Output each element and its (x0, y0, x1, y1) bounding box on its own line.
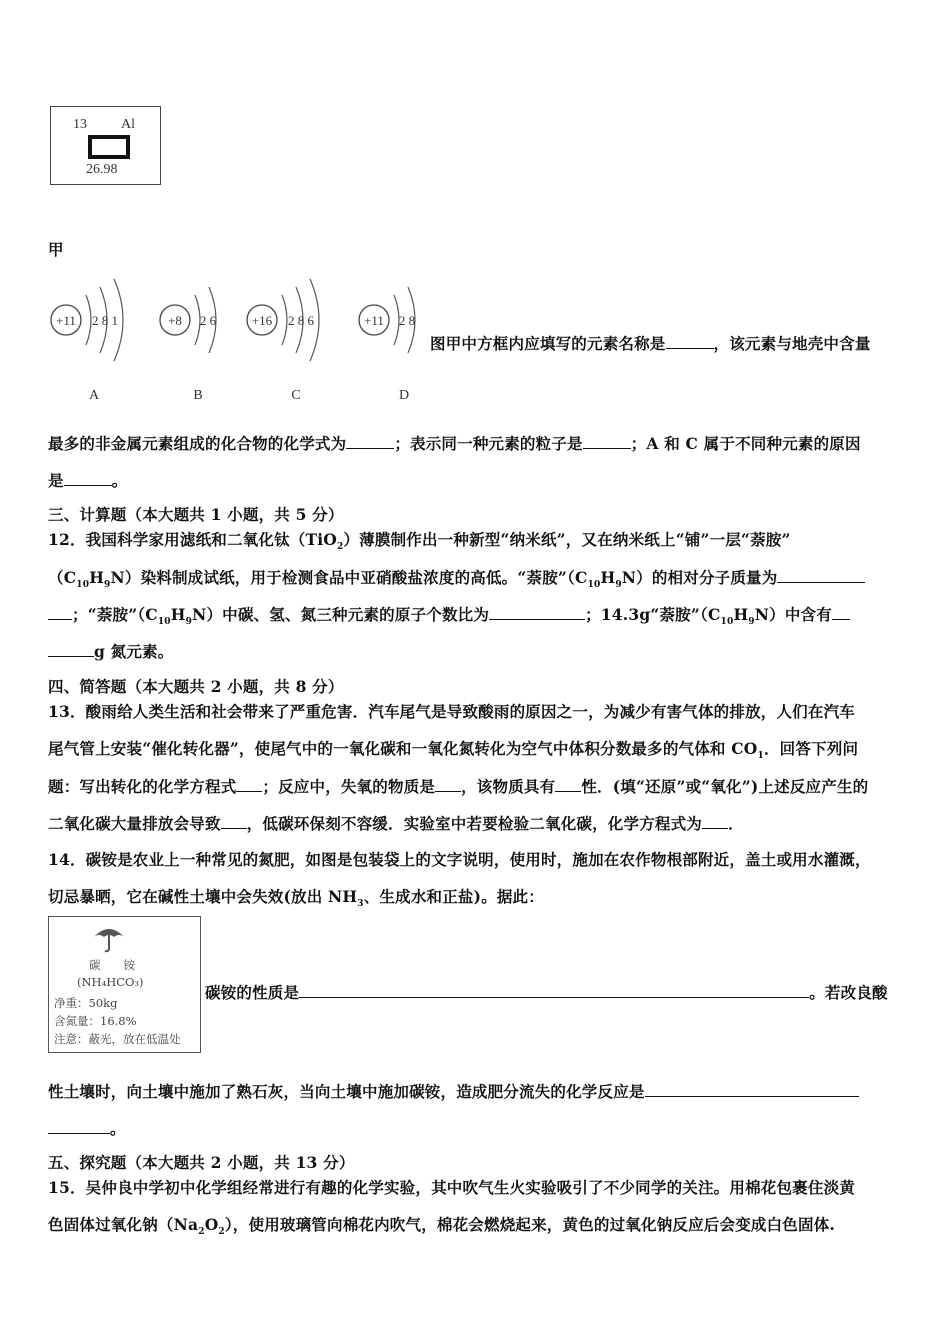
q14-line-3: 碳铵的性质是 。若改良酸 (205, 983, 888, 1002)
answer-blank (645, 1082, 859, 1097)
answer-blank (583, 434, 631, 449)
nucleus-charge: +16 (251, 313, 273, 328)
answer-blank (489, 605, 585, 620)
q13-line-3: 题：写出转化的化学方程式 ；反应中，失氧的物质是 ，该物质具有 性．(填“还原”或“氧化”)上述反应产生的 (48, 777, 869, 796)
umbrella-icon (92, 923, 126, 953)
electron-shells: 2 8 (398, 313, 416, 328)
atom-diagram-c (247, 279, 319, 402)
answer-blank (555, 777, 581, 792)
storage-note: 注意：蔽光，放在低温处 (54, 1032, 181, 1046)
q14-line-4: 性土壤时，向土壤中施加了熟石灰，当向土壤中施加碳铵，造成肥分流失的化学反应是 (48, 1080, 859, 1102)
answer-blank (221, 814, 247, 829)
fertilizer-bag-label (48, 916, 201, 1053)
atomic-number: 13 (73, 117, 87, 132)
answer-blank (299, 983, 809, 998)
atom-diagram-a (51, 279, 123, 402)
electron-shells: 2 8 1 (92, 313, 118, 328)
figure-label: 甲 (48, 240, 64, 259)
answer-blank (435, 777, 461, 792)
atom-label: A (88, 388, 100, 402)
atomic-mass: 26.98 (86, 162, 118, 177)
q12-line-4: g 氮元素。 (48, 640, 173, 662)
q11-line-2: 最多的非金属元素组成的化合物的化学式为 ；表示同一种元素的粒子是 ；A 和 C 属于不同种元素的原因 (48, 434, 861, 453)
q15-line-2: 色固体过氧化钠$(Na_2O_2)$，使用玻璃管向棉花内吹气，棉花会燃烧起来，黄色的过氧化钠反应后会变成白色固体. (48, 1215, 836, 1238)
q14-line-5: 。 (48, 1117, 126, 1139)
answer-blank (346, 434, 394, 449)
answer-blank (832, 605, 850, 620)
element-symbol: Al (121, 117, 135, 132)
section-5-heading: 五、探究题（本大题共 2 小题，共 13 分） (48, 1153, 355, 1172)
atom-label: D (398, 388, 410, 402)
answer-blank (48, 1119, 110, 1134)
nitrogen-content: 含氮量：16.8% (54, 1014, 137, 1028)
q12-line-2: $(C_{10}H_9N)$染料制成试纸，用于检测食品中亚硝酸盐浓度的高低。“萘胺$”(C_{10}H_9N)$的相对分子质量为 (48, 566, 865, 590)
nucleus-charge: +11 (364, 313, 384, 328)
q13-line-4: 二氧化碳大量排放会导致 ，低碳环保刻不容缓．实验室中若要检验二氧化碳，化学方程式为 ． (48, 814, 744, 833)
q15-line-1: 15．吴仲良中学初中化学组经常进行有趣的化学实验，其中吹气生火实验吸引了不少同学的关注。用棉花包裹住淡黄 (48, 1178, 855, 1197)
answer-blank (48, 642, 94, 657)
atom-diagram-b (160, 287, 217, 402)
nucleus-charge: +11 (56, 313, 76, 328)
answer-blank (666, 334, 714, 349)
q13-line-2: 尾气管上安装“催化转化器”，使尾气中的一氧化碳和一氧化氮转化为空气中体积分数最多的气体和 $CO_1$．回答下列问 (48, 739, 859, 762)
answer-blank (48, 605, 72, 620)
q13-line-1: 13．酸雨给人类生活和社会带来了严重危害．汽车尾气是导致酸雨的原因之一，为减少有害气体的排放，人们在汽车 (48, 702, 855, 721)
q14-line-1: 14．碳铵是农业上一种常见的氮肥，如图是包装袋上的文字说明，使用时，施加在农作物根部附近，盖土或用水灌溉， (48, 850, 871, 869)
atom-label: C (291, 388, 301, 402)
product-formula: (NH₄HCO₃) (77, 975, 144, 989)
electron-shells: 2 8 6 (288, 313, 314, 328)
element-name-blank-box (88, 135, 130, 159)
answer-blank (777, 568, 865, 583)
product-name: 碳 铵 (89, 958, 135, 972)
section-3-heading: 三、计算题（本大题共 1 小题，共 5 分） (48, 505, 344, 524)
q11-line-1: 图甲中方框内应填写的元素名称是 ，该元素与地壳中含量 (430, 334, 871, 353)
answer-blank (702, 814, 728, 829)
answer-blank (64, 471, 112, 486)
net-weight: 净重：50kg (54, 996, 118, 1010)
q11-line-3: 是 。 (48, 471, 128, 490)
q12-line-1: 12．我国科学家用滤纸和二氧化钛（TiO$_2$）薄膜制作出一种新型“纳米纸”，又在纳米纸上“铺”一层“萘胺” (48, 530, 791, 553)
answer-blank (236, 777, 262, 792)
atom-structure-diagrams (40, 262, 440, 402)
atom-diagram-d (359, 287, 415, 402)
element-card (50, 106, 161, 185)
atom-label: B (193, 388, 203, 402)
q14-line-2: 切忌暴晒，它在碱性土壤中会失效(放出 $NH_3$、生成水和正盐)。据此： (48, 887, 544, 910)
electron-shells: 2 6 (199, 313, 217, 328)
section-4-heading: 四、简答题（本大题共 2 小题，共 8 分） (48, 677, 344, 696)
q12-line-3: ；“萘胺$”(C_{10}H_9N)$中碳、氢、氮三种元素的原子个数比为 ；14.3g“萘胺$”(C_{10}H_9N)$中含有 (48, 603, 850, 627)
nucleus-charge: +8 (168, 313, 182, 328)
